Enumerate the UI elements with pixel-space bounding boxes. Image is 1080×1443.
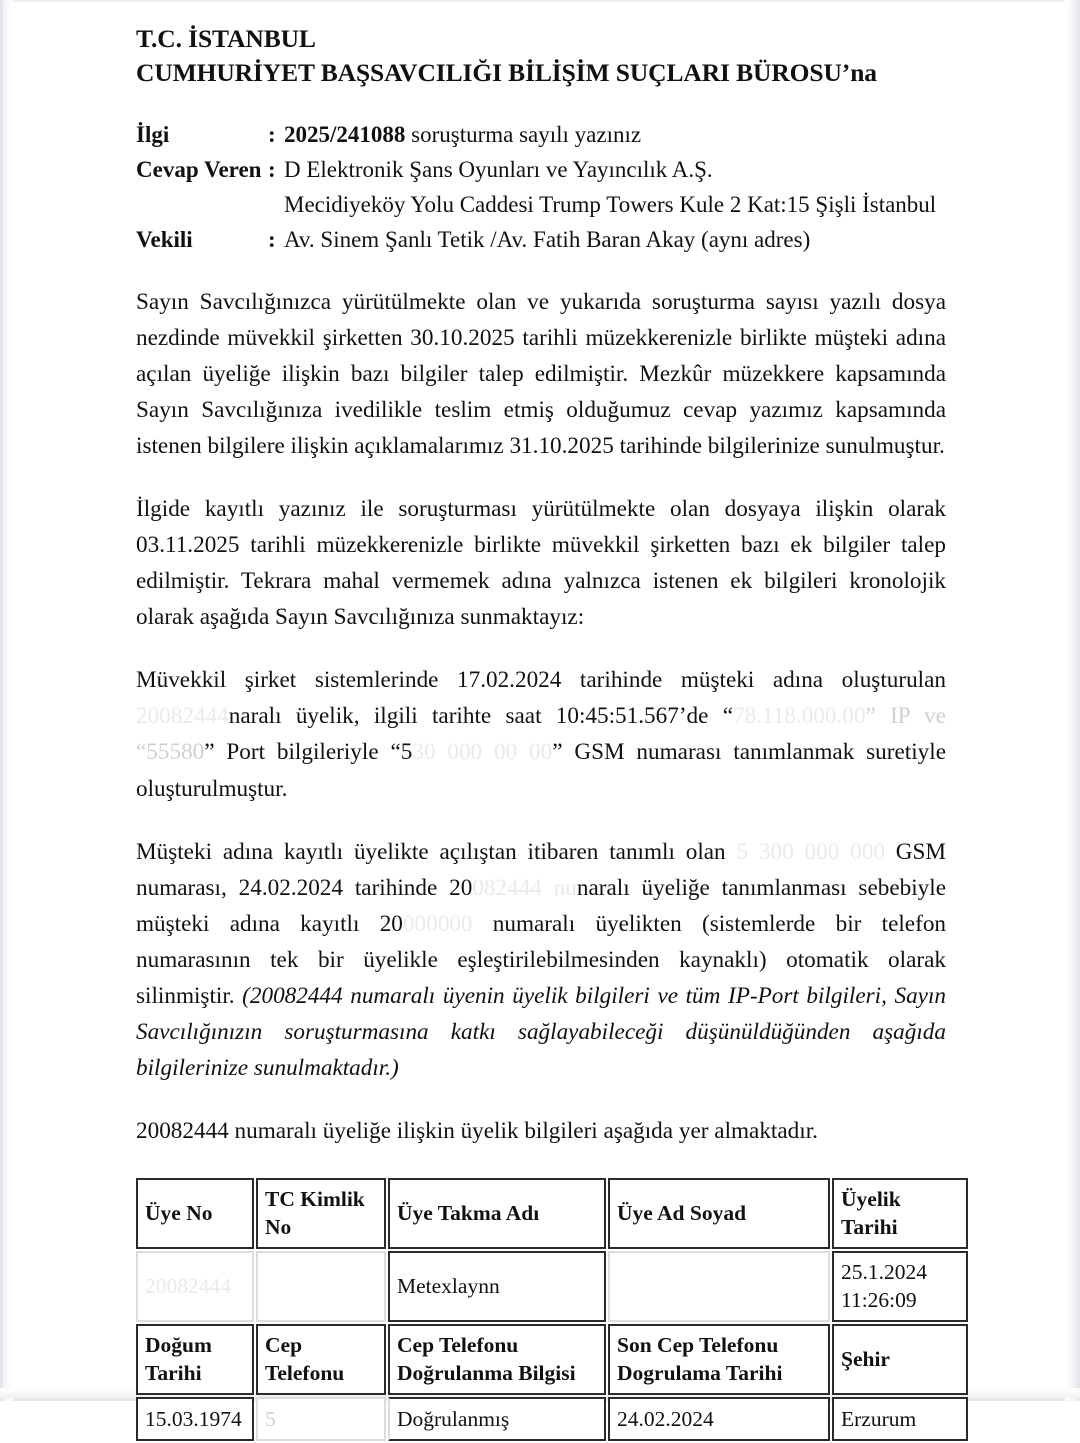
td-uye-no — [136, 1251, 254, 1322]
p3-redacted-port: 55580 — [146, 739, 205, 766]
paragraph-3 — [136, 662, 946, 806]
colon-cevap-veren: : — [268, 156, 276, 182]
th-uye-no: Üye No — [136, 1178, 254, 1249]
th-sehir: Şehir — [832, 1324, 968, 1395]
table-header-row-1 — [136, 1178, 968, 1249]
document-header — [136, 22, 946, 90]
value-vekili: Av. Sinem Şanlı Tetik /Av. Fatih Baran Akay (aynı adres) — [284, 226, 811, 252]
document-body — [136, 22, 946, 1443]
membership-info-table — [134, 1176, 970, 1443]
th-uyelik-tarihi: Üyelik Tarihi — [832, 1178, 968, 1249]
th-cep-telefonu-dogrulanma-bilgisi: Cep Telefonu Doğrulanma Bilgisi — [388, 1324, 606, 1395]
p3-redacted-ip-address: 78.118.000.00 — [733, 703, 866, 730]
paragraph-5-italic-note: (20082444 numaralı üyenin üyelik bilgileri ve tüm IP-Port bilgileri, Sayın Savcılığınızın soruşturmasına katkı sağlayabileceği düşünüldüğünden aşağıda bilgilerinize sunulmaktadır.) — [136, 982, 946, 1082]
paragraph-6-table-intro: 20082444 numaralı üyeliğe ilişkin üyelik bilgileri aşağıda yer almaktadır. — [136, 1118, 818, 1145]
party-row-cevap-veren — [136, 153, 946, 188]
p4-segment-3: naralı üyeliğe tanımlanması sebebiyle müşteki adına kayıtlı 20 — [136, 874, 946, 937]
p4-segment-2: GSM numarası, 24.02.2024 tarihinde 20 — [136, 838, 946, 901]
table-header-row-2 — [136, 1324, 968, 1395]
header-line-authority: T.C. İSTANBUL — [136, 24, 316, 53]
uyelik-tarihi-date: 25.1.2024 — [841, 1260, 927, 1285]
p3-segment-4: ” Port bilgileriyle “5 — [204, 739, 413, 766]
ilgi-suffix-text: soruşturma sayılı yazınız — [405, 121, 642, 147]
p4-redacted-member-no-1: 082444 nu — [472, 874, 577, 901]
p3-segment-3: ” IP ve “ — [136, 703, 946, 766]
value-cep-telefonu-redacted: 5 — [265, 1406, 276, 1431]
td-uye-ad-soyad — [608, 1251, 830, 1322]
header-line-office: CUMHURİYET BAŞSAVCILIĞI BİLİŞİM SUÇLARI BÜROSU’na — [136, 57, 877, 87]
colon-vekili: : — [268, 226, 276, 252]
th-son-cep-telefonu-dogrulama-tarihi: Son Cep Telefonu Dogrulama Tarihi — [608, 1324, 830, 1395]
p3-segment-2: naralı üyelik, ilgili tarihte saat 10:45:51.567’de “ — [228, 703, 734, 730]
party-row-vekili — [136, 223, 946, 258]
th-tc-kimlik-no: TC Kimlik No — [256, 1178, 386, 1249]
p3-segment-5: ” GSM numarası tanımlanmak suretiyle oluşturulmuştur. — [136, 739, 946, 802]
table-row — [136, 1251, 968, 1322]
td-dogum-tarihi: 15.03.1974 — [136, 1397, 254, 1441]
p3-redacted-gsm: 30 000 00 00 — [412, 739, 553, 766]
value-uye-no-redacted: 20082444 — [145, 1274, 231, 1299]
value-cevap-veren-address: Mecidiyeköy Yolu Caddesi Trump Towers Kule 2 Kat:15 Şişli İstanbul — [284, 191, 937, 217]
party-reference-block — [136, 118, 946, 258]
p4-segment-1: Müşteki adına kayıtlı üyelikte açılıştan itibaren tanımlı olan — [136, 838, 726, 865]
page-edge-shadow-left — [3, 0, 13, 1401]
td-sehir: Erzurum — [832, 1397, 968, 1441]
colon-ilgi: : — [268, 121, 276, 147]
value-ilgi — [284, 118, 946, 153]
label-ilgi: İlgi — [136, 121, 170, 147]
th-uye-ad-soyad: Üye Ad Soyad — [608, 1178, 830, 1249]
th-uye-takma-adi: Üye Takma Adı — [388, 1178, 606, 1249]
p3-redacted-member-no: 20082444 — [136, 703, 229, 730]
td-uye-takma-adi: Metexlaynn — [388, 1251, 606, 1322]
th-cep-telefonu: Cep Telefonu — [256, 1324, 386, 1395]
p4-segment-4: numaralı üyelikten (sistemlerde bir telefon numarasının tek bir üyelikle eşleştirilebilmesinden kaynaklı) otomatik olarak silinmiştir. — [136, 910, 947, 1009]
case-number: 2025/241088 — [284, 121, 406, 147]
td-uyelik-tarihi — [832, 1251, 968, 1322]
paragraph-1: Sayın Savcılığınızca yürütülmekte olan ve yukarıda soruşturma sayısı yazılı dosya nezdinde müvekkil şirketten 30.10.2025 tarihli müzekkerenizle birlikte müşteki adına açılan üyeliğe ilişkin bazı bilgiler talep edilmiştir. Mezkûr müzekkere kapsamında Sayın Savcılığınıza ivedilikle teslim etmiş olduğumuz cevap yazımız kapsamında istenen bilgilere ilişkin açıklamalarımız 31.10.2025 tarihinde bilgilerinize sunulmuştur. — [136, 288, 946, 459]
party-row-ilgi — [136, 118, 946, 153]
paragraph-2: İlgide kayıtlı yazınız ile soruşturması yürütülmekte olan dosyaya ilişkin olarak 03.11.2025 tarihli müzekkerenizle birlikte müvekkil şirketten bazı ek bilgiler talep edilmiştir. Tekrara mahal vermemek adına yalnızca istenen ek bilgileri kronolojik olarak aşağıda Sayın Savcılığınıza sunmaktayız: — [136, 496, 946, 631]
p3-segment-1: Müvekkil şirket sistemlerinde 17.02.2024 tarihinde müşteki adına oluşturulan — [136, 667, 946, 694]
p4-redacted-member-no-2: 000000 — [402, 910, 473, 937]
td-dogrulanma-bilgisi: Doğrulanmış — [388, 1397, 606, 1441]
value-cevap-veren-company: D Elektronik Şans Oyunları ve Yayıncılık A.Ş. — [284, 156, 713, 182]
uyelik-tarihi-time: 11:26:09 — [841, 1287, 917, 1312]
td-cep-telefonu — [256, 1397, 386, 1441]
label-vekili: Vekili — [136, 226, 193, 252]
th-dogum-tarihi: Doğum Tarihi — [136, 1324, 254, 1395]
td-dogrulama-tarihi: 24.02.2024 — [608, 1397, 830, 1441]
table-row — [136, 1397, 968, 1441]
label-cevap-veren: Cevap Veren — [136, 156, 262, 182]
page-edge-shadow-right — [1065, 0, 1077, 1401]
paragraph-4 — [136, 834, 946, 1087]
td-tc-kimlik-no — [256, 1251, 386, 1322]
p4-redacted-gsm: 5 300 000 000 — [736, 838, 885, 865]
